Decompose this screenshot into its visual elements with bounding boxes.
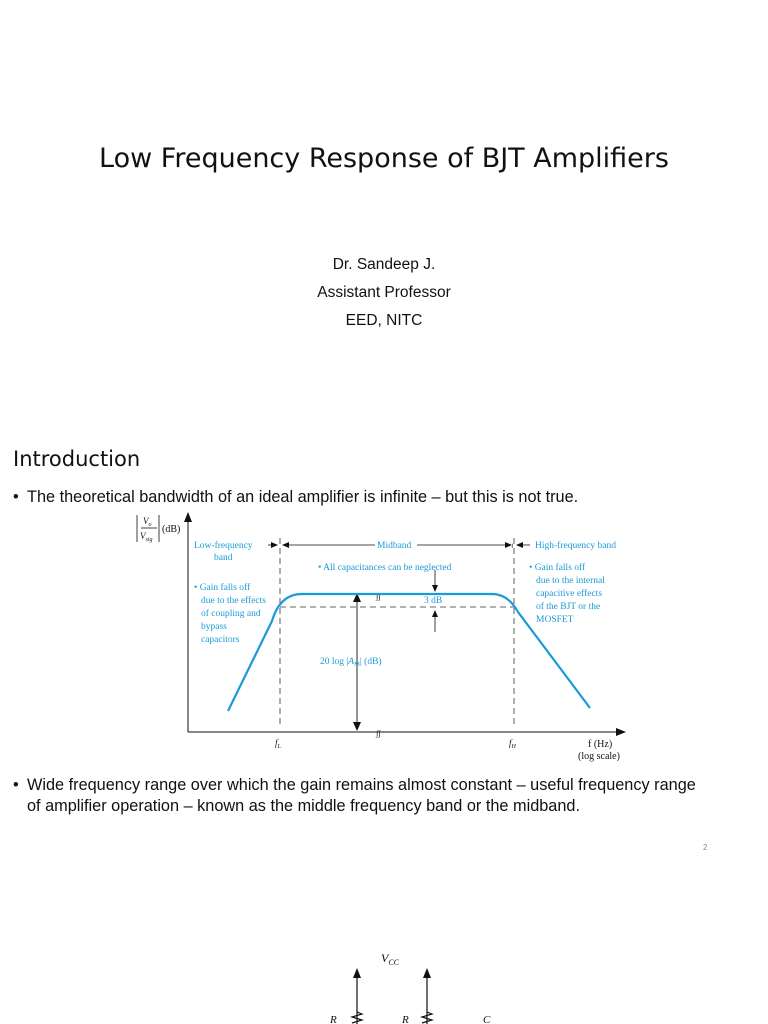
- introduction-slide: [0, 420, 768, 860]
- three-db-label: 3 dB: [424, 596, 443, 606]
- f-low-label: $f_L$: [275, 738, 281, 750]
- axis-break-mark: ∫∫: [376, 729, 381, 738]
- y-label-numerator: $V_o$: [143, 516, 152, 528]
- frequency-response-figure: [130, 508, 640, 770]
- author-affiliation: EED, NITC: [345, 312, 423, 329]
- midband-note: • All capacitances can be neglected: [318, 563, 452, 573]
- capacitor-label: C: [483, 1014, 491, 1024]
- circuit-slide: [0, 860, 768, 1024]
- y-label-denominator: $V_{sig}$: [140, 531, 153, 543]
- curve-break-mark: ∫∫: [376, 592, 381, 601]
- bullet-text-line: Wide frequency range over which the gain remains almost constant – useful frequency range: [27, 776, 696, 794]
- presentation-title: Low Frequency Response of BJT Amplifiers: [99, 143, 669, 174]
- mid-band-label: Midband: [377, 541, 412, 551]
- resistor-label: R: [330, 1014, 337, 1024]
- y-label-unit: (dB): [162, 524, 181, 535]
- bullet-text: The theoretical bandwidth of an ideal amplifier is infinite – but this is not true.: [27, 488, 579, 506]
- amplifier-circuit-diagram: [300, 942, 540, 1024]
- author-position: Assistant Professor: [317, 284, 451, 301]
- high-band-note: • Gain falls off due to the internal capacitive effects of the BJT or the MOSFET: [529, 563, 605, 625]
- high-band-label: High-frequency band: [535, 541, 616, 551]
- resistor-label: R: [402, 1014, 409, 1024]
- bullet-dot-icon: •: [13, 776, 19, 794]
- vcc-label: $V_{CC}$: [381, 951, 400, 967]
- midband-gain-label: 20 $\log |A_M|$ (dB): [320, 657, 382, 668]
- bullet-item: [13, 487, 763, 508]
- bullet-dot-icon: •: [13, 488, 19, 506]
- page-number: 2: [703, 843, 708, 852]
- y-axis-label: [137, 515, 180, 543]
- author-name: Dr. Sandeep J.: [332, 256, 436, 273]
- bullet-text-line: of amplifier operation – known as the middle frequency band or the midband.: [27, 797, 580, 815]
- slide-heading: Introduction: [13, 447, 141, 471]
- low-band-label: Low-frequency band: [194, 541, 253, 563]
- x-axis-label: f (Hz) (log scale): [578, 739, 620, 762]
- title-slide: [0, 0, 768, 420]
- low-band-note: • Gain falls off due to the effects of coupling and bypass capacitors: [194, 583, 266, 645]
- svg-text:≀: ≀: [511, 542, 514, 550]
- f-high-label: $f_H$: [509, 738, 516, 750]
- bullet-item: [13, 775, 763, 817]
